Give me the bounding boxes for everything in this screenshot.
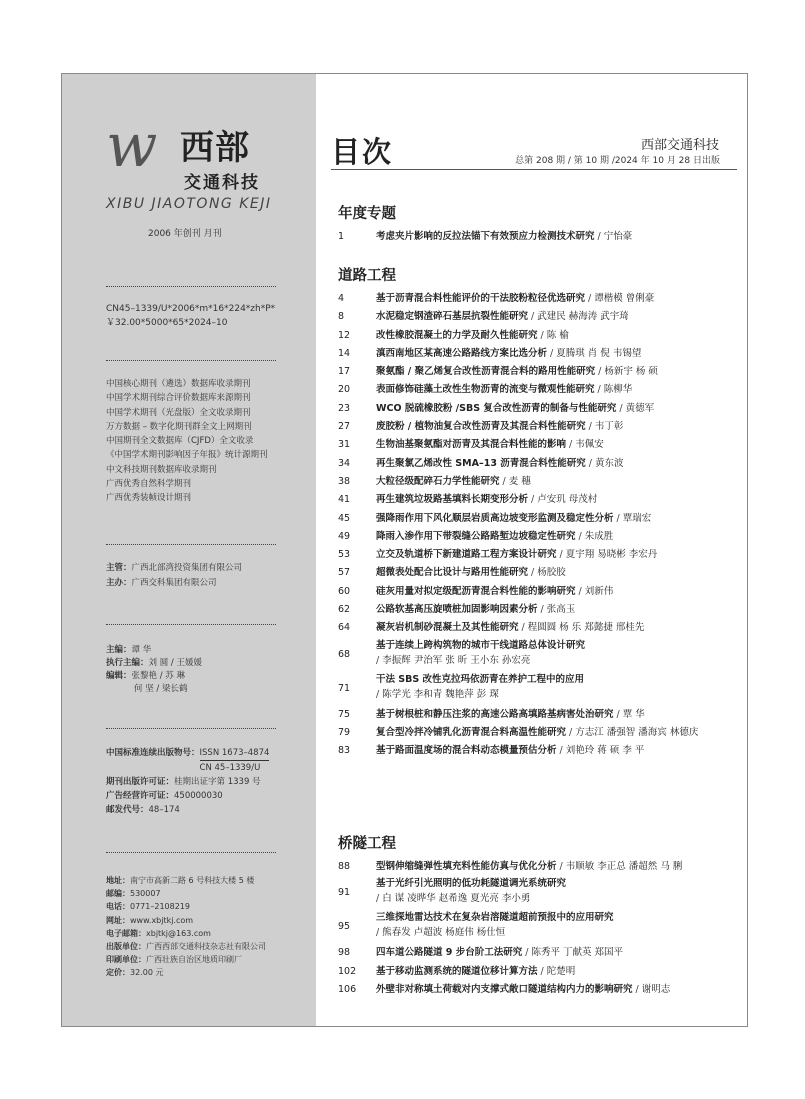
database-list — [106, 377, 306, 506]
author-separator: / — [594, 231, 604, 242]
author-separator: / — [376, 688, 383, 700]
permit-row — [106, 789, 306, 803]
author-separator: / — [594, 384, 604, 396]
author-separator: / — [522, 947, 532, 959]
article-title: 基于路面温度场的混合料动态模量预估分析 — [376, 745, 557, 757]
field-value: 何 坚 / 梁长鹤 — [134, 684, 188, 694]
article-title: 基于移动监测系统的隧道位移计算方法 — [376, 965, 538, 977]
author-separator: / — [528, 494, 538, 506]
entry-body — [376, 363, 746, 381]
entry-body — [376, 564, 746, 582]
editor-row — [106, 644, 202, 657]
field-label: 电子邮箱： — [106, 928, 146, 938]
field-label: 电话： — [106, 902, 130, 912]
author-separator: / — [556, 745, 566, 757]
toc-entry — [338, 601, 746, 619]
toc-entry — [338, 910, 746, 944]
page-number: 45 — [338, 512, 351, 524]
author-separator: / — [537, 329, 547, 341]
field-value: 32.00 元 — [130, 968, 164, 978]
article-title: 再生建筑垃圾路基填料长期变形分析 — [376, 494, 529, 506]
author-separator: / — [566, 439, 576, 451]
contact-row — [106, 953, 266, 966]
article-authors: 方志江 潘强智 潘海宾 林德庆 — [575, 726, 699, 738]
page-number: 106 — [338, 983, 357, 995]
entry-body — [376, 619, 746, 637]
page-number: 20 — [338, 384, 351, 396]
toc-entry — [338, 963, 746, 981]
page-number: 64 — [338, 622, 351, 634]
contact-row — [106, 940, 266, 953]
page-number: 68 — [338, 648, 351, 660]
database-item: 广西优秀自然科学期刊 — [106, 479, 192, 490]
header-rule — [331, 169, 737, 170]
article-title: 外壁非对称填土荷载对内支撑式敞口隧道结构内力的影响研究 — [376, 983, 633, 995]
field-value: 南宁市高新二路 6 号科技大楼 5 楼 — [130, 876, 255, 885]
author-separator: / — [575, 530, 585, 542]
entry-body — [376, 583, 746, 601]
logo-chinese-title: 西部 — [180, 128, 250, 168]
article-authors: 覃瑞宏 — [622, 512, 652, 524]
article-authors: 熊春发 卢超波 杨庭伟 杨仕恒 — [382, 927, 506, 939]
toc-entry — [338, 400, 746, 418]
article-title: 三维探地雷达技术在复杂岩溶隧道超前预报中的应用研究 — [376, 912, 614, 924]
entry-list — [338, 858, 746, 999]
section-heading: 年度专题 — [338, 206, 396, 222]
dotted-divider — [106, 624, 276, 625]
toc-entry — [338, 546, 746, 564]
entry-body — [376, 981, 746, 999]
field-value: 谭 华 — [131, 645, 152, 655]
author-separator: / — [376, 654, 383, 666]
article-title: 大粒径级配碎石力学性能研究 — [376, 475, 500, 487]
editors-block — [106, 644, 202, 696]
author-separator: / — [585, 421, 595, 433]
article-title: 滇西南地区某高速公路路线方案比选分析 — [376, 347, 548, 359]
article-authors: 陈学光 李和青 魏艳萍 彭 琛 — [382, 688, 499, 700]
article-authors: 韦佩安 — [575, 439, 604, 451]
contact-row — [106, 900, 266, 913]
author-separator: / — [585, 457, 595, 469]
field-label: 网址： — [106, 915, 130, 925]
field-value: xbjtkj@163.com — [146, 928, 211, 938]
entry-body — [376, 290, 746, 308]
article-title: 基于光纤引光照明的低功耗隧道调光系统研究 — [376, 878, 567, 890]
article-title: 水泥稳定钢渣碎石基层抗裂性能研究 — [376, 311, 529, 323]
entry-body — [376, 418, 746, 436]
page-number: 71 — [338, 682, 351, 694]
author-separator: / — [556, 549, 566, 561]
editor-row — [106, 670, 202, 683]
entry-body — [376, 742, 746, 760]
entry-list — [338, 290, 746, 761]
author-separator: / — [566, 726, 576, 738]
article-authors: 夏宇翔 易晓彬 李宏丹 — [565, 549, 658, 561]
sponsor-row — [106, 576, 242, 591]
page-number: 4 — [338, 293, 345, 304]
article-authors: 白 谋 凌晔华 赵希逸 夏光亮 李小勇 — [382, 893, 531, 905]
article-authors: 韦顺敏 李正总 潘超然 马 脷 — [565, 861, 683, 872]
database-item: 中国学术期刊综合评价数据库来源期刊 — [106, 393, 251, 404]
entry-body — [376, 491, 746, 509]
database-item: 中国核心期刊（遴选）数据库收录期刊 — [106, 379, 251, 389]
author-separator: / — [613, 708, 623, 720]
field-value: 530007 — [130, 889, 161, 899]
article-authors: 黄东波 — [594, 457, 624, 469]
article-title: 强降雨作用下风化顺层岩质高边坡变形监测及稳定性分析 — [376, 512, 614, 524]
article-title: 立交及轨道桥下新建道路工程方案设计研究 — [376, 549, 557, 561]
toc-entry — [338, 564, 746, 582]
article-title: 生物油基聚氨酯对沥青及其混合料性能的影响 — [376, 439, 567, 451]
article-authors: 张高玉 — [546, 604, 576, 616]
database-item: 万方数据 – 数字化期刊群全文上网期刊 — [106, 421, 252, 432]
field-label: 邮发代号： — [106, 805, 149, 815]
cn-code-line: ￥32.00*5000*65*2024–10 — [106, 318, 228, 328]
field-value: 桂期出证字第 1339 号 — [174, 777, 261, 787]
page-number: 57 — [338, 567, 351, 579]
article-title: 改性橡胶混凝土的力学及耐久性能研究 — [376, 329, 538, 341]
database-item: 广西优秀装帧设计期刊 — [106, 493, 192, 504]
section-heading: 桥隧工程 — [338, 836, 396, 852]
sponsor-block — [106, 561, 242, 590]
article-title: 复合型冷拌冷铺乳化沥青混合料高温性能研究 — [376, 726, 567, 738]
page-number: 83 — [338, 745, 351, 757]
cn-code-line: CN45–1339/U*2006*m*16*224*zh*P* — [106, 304, 276, 314]
entry-body — [376, 638, 746, 668]
page-number: 8 — [338, 311, 345, 323]
section-heading: 道路工程 — [338, 268, 396, 284]
dotted-divider — [106, 360, 276, 361]
toc-entry — [338, 345, 746, 363]
editor-row — [106, 683, 202, 696]
toc-entry — [338, 290, 746, 308]
article-authors: 夏腾琪 肖 倪 韦锡望 — [556, 347, 642, 359]
author-separator: / — [528, 567, 538, 579]
field-label: 邮编： — [106, 889, 130, 899]
dotted-divider — [106, 728, 276, 729]
article-authors: 朱成胜 — [584, 530, 614, 542]
entry-body — [376, 436, 746, 454]
toc-entry — [338, 228, 746, 246]
article-authors: 李振辉 尹治军 张 昕 王小东 孙宏亮 — [382, 654, 531, 666]
toc-entry — [338, 528, 746, 546]
article-title: 表面修饰硅藻土改性生物沥青的流变与微观性能研究 — [376, 384, 595, 396]
entry-body — [376, 724, 746, 742]
page-number: 23 — [338, 402, 351, 414]
article-title: 基于沥青混合料性能评价的干法胶粉粒径优选研究 — [376, 293, 586, 304]
article-authors: 谢明志 — [641, 983, 671, 995]
author-separator: / — [547, 347, 557, 359]
toc-entry — [338, 858, 746, 876]
article-title: 降雨入渗作用下带裂缝公路路堑边坡稳定性研究 — [376, 530, 576, 542]
article-title: 基于连续上跨构筑物的城市干线道路总体设计研究 — [376, 639, 586, 651]
contact-block — [106, 874, 266, 980]
article-authors: 麦 穗 — [508, 475, 531, 487]
author-separator: / — [556, 861, 566, 872]
article-title: 废胶粉 / 植物油复合改性沥青及其混合料性能研究 — [376, 421, 586, 433]
dotted-divider — [106, 286, 276, 287]
logo-chinese-subtitle: 交通科技 — [184, 173, 260, 193]
entry-body — [376, 706, 746, 724]
field-value: 广西壮族自治区地质印刷厂 — [146, 955, 242, 965]
founded-note: 2006 年创刊 月刊 — [148, 229, 222, 239]
field-value: 广西交科集团有限公司 — [131, 577, 217, 588]
article-authors: 陈 榆 — [546, 329, 569, 341]
page-number: 88 — [338, 861, 351, 872]
field-label: 地址： — [106, 876, 130, 885]
article-title: 再生聚氯乙烯改性 SMA–13 沥青混合料性能研究 — [376, 457, 586, 469]
article-title: 公路软基高压旋喷桩加固影响因素分析 — [376, 604, 538, 616]
entry-body — [376, 601, 746, 619]
page-number: 95 — [338, 921, 351, 933]
field-value: 450000030 — [174, 791, 223, 801]
page-number: 62 — [338, 604, 351, 616]
article-authors: 宁怡豪 — [603, 231, 633, 242]
author-separator: / — [499, 475, 509, 487]
dotted-divider — [106, 544, 276, 545]
toc-entry — [338, 583, 746, 601]
contact-row — [106, 914, 266, 927]
author-separator: / — [595, 366, 605, 378]
entry-body — [376, 858, 746, 876]
article-title: 超微表处配合比设计与路用性能研究 — [376, 567, 529, 579]
article-title: 干法 SBS 改性克拉玛依沥青在养护工程中的应用 — [376, 673, 585, 685]
field-label: 出版单位： — [106, 942, 146, 952]
contact-row — [106, 874, 266, 887]
page-title: 目次 — [331, 135, 394, 169]
field-label: 执行主编： — [106, 658, 149, 668]
database-item: 中国期刊全文数据库（CJFD）全文收录 — [106, 436, 254, 447]
toc-entry — [338, 510, 746, 528]
article-authors: 武建民 赫海涛 武宇琦 — [537, 311, 629, 323]
field-value: 48–174 — [148, 805, 180, 815]
toc-entry — [338, 381, 746, 399]
issn-block — [106, 746, 306, 817]
article-authors: 谭楷模 曾俐豪 — [594, 293, 655, 304]
page-number: 31 — [338, 439, 351, 451]
toc-entry — [338, 944, 746, 962]
entry-body — [376, 528, 746, 546]
entry-list — [338, 228, 746, 246]
field-label: 主管： — [106, 563, 132, 573]
article-authors: 韦丁彰 — [594, 421, 624, 433]
author-separator: / — [376, 927, 383, 939]
page-number: 49 — [338, 530, 351, 542]
dotted-divider — [106, 852, 276, 853]
page-number: 34 — [338, 457, 351, 469]
toc-entry — [338, 473, 746, 491]
field-label: 主办： — [106, 577, 132, 588]
field-label: 编辑： — [106, 671, 132, 681]
author-separator: / — [376, 893, 383, 905]
entry-body — [376, 963, 746, 981]
cn-number: CN 45–1339/U — [199, 763, 261, 773]
article-authors: 程圆圆 杨 乐 郑懿捷 邢桂先 — [527, 622, 645, 634]
table-of-contents — [316, 74, 747, 1026]
logo-pinyin: XIBU JIAOTONG KEJI — [106, 196, 272, 212]
field-label: 印刷单位： — [106, 955, 146, 965]
page-number: 102 — [338, 965, 357, 977]
issn-number: ISSN 1673–4874 — [200, 746, 270, 761]
field-value: 张黎艳 / 苏 琳 — [131, 671, 185, 681]
field-label: 期刊出版许可证： — [106, 777, 175, 787]
permit-row — [106, 803, 306, 817]
entry-body — [376, 327, 746, 345]
toc-entry — [338, 418, 746, 436]
page-number: 38 — [338, 475, 351, 487]
contact-row — [106, 887, 266, 900]
page-number: 60 — [338, 585, 351, 597]
page-number: 41 — [338, 494, 351, 506]
toc-entry — [338, 638, 746, 672]
author-separator: / — [537, 965, 547, 977]
journal-info-sidebar — [62, 74, 316, 1026]
article-authors: 杨新宇 杨 硕 — [604, 366, 658, 378]
entry-body — [376, 910, 746, 940]
article-authors: 陈秀平 丁献英 郑国平 — [531, 947, 624, 959]
database-item: 中文科技期刊数据库收录期刊 — [106, 464, 217, 475]
page-number: 91 — [338, 887, 351, 899]
author-separator: / — [632, 983, 642, 995]
page-number: 12 — [338, 329, 351, 341]
article-title: 考虑夹片影响的反拉法锚下有效预应力检测技术研究 — [376, 231, 595, 242]
toc-entry — [338, 981, 746, 999]
issn-label: 中国标准连续出版物号： — [106, 748, 200, 758]
permits-list — [106, 775, 306, 817]
author-separator: / — [518, 622, 528, 634]
toc-entry — [338, 436, 746, 454]
field-value: 刘 圆 / 王媛媛 — [148, 658, 202, 668]
toc-entry — [338, 455, 746, 473]
article-title: 聚氨酯 / 聚乙烯复合改性沥青混合料的路用性能研究 — [376, 366, 596, 378]
article-authors: 黄德军 — [625, 402, 655, 414]
logo-letter: w — [106, 111, 158, 181]
editor-row — [106, 657, 202, 670]
field-value: 广西西部交通科技杂志社有限公司 — [146, 942, 266, 952]
sponsor-row — [106, 561, 242, 576]
entry-body — [376, 944, 746, 962]
toc-entry — [338, 619, 746, 637]
entry-body — [376, 672, 746, 702]
author-separator: / — [585, 293, 595, 304]
article-title: WCO 脱硫橡胶粉 /SBS 复合改性沥青的制备与性能研究 — [376, 402, 617, 414]
article-authors: 覃 华 — [622, 708, 645, 720]
cn-code-block — [106, 302, 296, 330]
page-number: 75 — [338, 708, 351, 720]
entry-body — [376, 400, 746, 418]
article-authors: 卢安玑 母茂村 — [537, 494, 598, 506]
field-value: 0771–2108219 — [130, 902, 190, 912]
entry-body — [376, 345, 746, 363]
issue-info: 总第 208 期 / 第 10 期 /2024 年 10 月 28 日出版 — [515, 156, 720, 166]
page-number: 98 — [338, 947, 351, 959]
author-separator: / — [575, 585, 585, 597]
article-title: 凝灰岩机制砂混凝土及其性能研究 — [376, 622, 519, 634]
page-number: 1 — [338, 231, 345, 242]
toc-entry — [338, 327, 746, 345]
toc-entry — [338, 672, 746, 706]
permit-row — [106, 775, 306, 789]
article-authors: 陀楚明 — [546, 965, 576, 977]
entry-body — [376, 510, 746, 528]
page-number: 79 — [338, 726, 351, 738]
entry-body — [376, 455, 746, 473]
article-title: 硅灰用量对拟定级配沥青混合料性能的影响研究 — [376, 585, 576, 597]
entry-body — [376, 546, 746, 564]
field-label: 定价： — [106, 968, 130, 978]
page-frame — [61, 73, 748, 1027]
toc-entry — [338, 706, 746, 724]
page-number: 27 — [338, 421, 351, 433]
toc-entry — [338, 742, 746, 760]
database-item: 《中国学术期刊影响因子年报》统计源期刊 — [106, 450, 268, 461]
toc-entry — [338, 876, 746, 910]
contact-row — [106, 966, 266, 979]
contact-row — [106, 927, 266, 940]
toc-entry — [338, 363, 746, 381]
entry-body — [376, 308, 746, 326]
author-separator: / — [616, 402, 626, 414]
article-authors: 杨胶胶 — [537, 567, 566, 579]
toc-entry — [338, 308, 746, 326]
page-number: 14 — [338, 347, 351, 359]
toc-entry — [338, 724, 746, 742]
entry-body — [376, 876, 746, 906]
author-separator: / — [528, 311, 538, 323]
page-number: 17 — [338, 366, 351, 378]
article-authors: 刘艳玲 蒋 硕 李 平 — [565, 745, 645, 757]
field-value: 广西北部湾投资集团有限公司 — [131, 563, 243, 573]
entry-body — [376, 381, 746, 399]
field-label: 广告经营许可证： — [106, 791, 175, 801]
article-authors: 刘新伟 — [584, 585, 614, 597]
toc-entry — [338, 491, 746, 509]
page-number: 53 — [338, 549, 351, 561]
author-separator: / — [537, 604, 547, 616]
field-label: 主编： — [106, 645, 132, 655]
entry-body — [376, 228, 746, 246]
entry-body — [376, 473, 746, 491]
article-authors: 陈柳华 — [603, 384, 633, 396]
article-title: 四车道公路隧道 9 步台阶工法研究 — [376, 947, 523, 959]
article-title: 型钢伸缩缝弹性填充料性能仿真与优化分析 — [376, 861, 557, 872]
field-value: www.xbjtkj.com — [130, 915, 194, 925]
database-item: 中国学术期刊（光盘版）全文收录期刊 — [106, 407, 251, 418]
journal-name: 西部交通科技 — [640, 138, 719, 153]
article-title: 基于树根桩和静压注浆的高速公路高填路基病害处治研究 — [376, 708, 614, 720]
author-separator: / — [613, 512, 623, 524]
